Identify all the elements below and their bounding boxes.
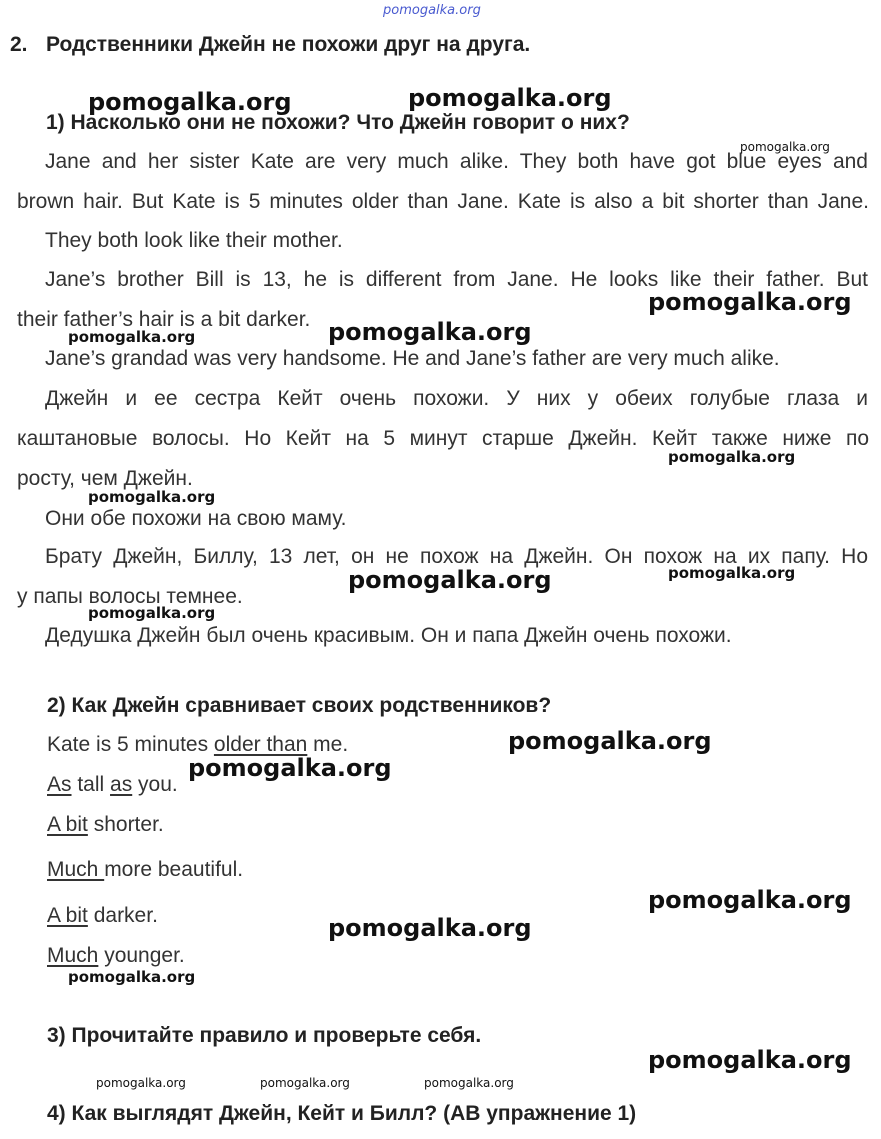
- watermark: pomogalka.org: [88, 88, 292, 116]
- ru-line-2: каштановые волосы. Но Кейт на 5 минут старше Джейн. Кейт также ниже по: [17, 427, 869, 450]
- example-2-text-d: you.: [132, 773, 178, 796]
- watermark: pomogalka.org: [508, 727, 712, 755]
- example-5-underlined: A bit: [47, 904, 88, 927]
- en-line-6: Jane’s grandad was very handsome. He and Jane’s father are very much alike.: [45, 347, 780, 370]
- watermark: pomogalka.org: [648, 288, 852, 316]
- q4-heading: 4) Как выглядят Джейн, Кейт и Билл? (AB упражнение 1): [47, 1102, 637, 1125]
- ru-line-3: росту, чем Джейн.: [17, 467, 193, 490]
- example-line-3: [47, 813, 164, 837]
- watermark: pomogalka.org: [348, 566, 552, 594]
- ru-line-4: Они обе похожи на свою маму.: [45, 507, 347, 530]
- q3-heading: 3) Прочитайте правило и проверьте себя.: [47, 1024, 482, 1047]
- ru-line-6: у папы волосы темнее.: [17, 585, 243, 608]
- watermark: pomogalka.org: [424, 1076, 514, 1090]
- watermark: pomogalka.org: [88, 488, 216, 506]
- example-6-text: younger.: [98, 944, 185, 967]
- example-line-5: [47, 904, 158, 928]
- en-line-2: brown hair. But Kate is 5 minutes older than Jane. Kate is also a bit shorter than Jane.: [17, 190, 869, 213]
- top-watermark: pomogalka.org: [383, 3, 481, 18]
- watermark: pomogalka.org: [668, 448, 796, 466]
- watermark: pomogalka.org: [88, 604, 216, 622]
- example-line-6: [47, 944, 185, 968]
- example-3-underlined: A bit: [47, 813, 88, 836]
- watermark: pomogalka.org: [740, 140, 830, 154]
- example-6-underlined: Much: [47, 944, 99, 967]
- watermark: pomogalka.org: [260, 1076, 350, 1090]
- watermark: pomogalka.org: [648, 1046, 852, 1074]
- q2-heading: 2) Как Джейн сравнивает своих родственников?: [47, 694, 552, 717]
- en-line-1: Jane and her sister Kate are very much alike. They both have got blue eyes and: [45, 150, 868, 173]
- watermark: pomogalka.org: [68, 328, 196, 346]
- example-1-text-a: Kate is 5 minutes: [47, 733, 214, 756]
- example-1-text-c: me.: [307, 733, 349, 756]
- example-4-underlined: Much: [47, 858, 105, 881]
- en-line-5: their father’s hair is a bit darker.: [17, 308, 311, 331]
- exercise-title: Родственники Джейн не похожи друг на друга.: [46, 33, 531, 56]
- example-4-text: more beautiful.: [104, 858, 244, 881]
- example-2-underlined-c: as: [110, 773, 133, 796]
- exercise-number: 2.: [10, 33, 28, 56]
- ru-line-1: Джейн и ее сестра Кейт очень похожи. У них у обеих голубые глаза и: [45, 387, 868, 410]
- watermark: pomogalka.org: [328, 318, 532, 346]
- watermark: pomogalka.org: [96, 1076, 186, 1090]
- q1-heading: 1) Насколько они не похожи? Что Джейн говорит о них?: [46, 111, 630, 134]
- example-2-text-b: tall: [71, 773, 111, 796]
- watermark: pomogalka.org: [648, 886, 852, 914]
- watermark: pomogalka.org: [668, 564, 796, 582]
- ru-line-5: Брату Джейн, Биллу, 13 лет, он не похож на Джейн. Он похож на их папу. Но: [45, 545, 868, 568]
- en-line-3: They both look like their mother.: [45, 229, 343, 252]
- example-2-underlined-a: As: [47, 773, 72, 796]
- example-line-4: [47, 858, 243, 882]
- example-line-2: [47, 773, 178, 797]
- example-5-text: darker.: [87, 904, 158, 927]
- watermark: pomogalka.org: [68, 968, 196, 986]
- watermark: pomogalka.org: [328, 914, 532, 942]
- example-1-underlined: older than: [213, 733, 308, 756]
- en-line-4: Jane’s brother Bill is 13, he is different from Jane. He looks like their father. But: [45, 268, 868, 291]
- example-3-text: shorter.: [87, 813, 164, 836]
- watermark: pomogalka.org: [188, 754, 392, 782]
- ru-line-7: Дедушка Джейн был очень красивым. Он и папа Джейн очень похожи.: [45, 624, 732, 647]
- watermark: pomogalka.org: [408, 84, 612, 112]
